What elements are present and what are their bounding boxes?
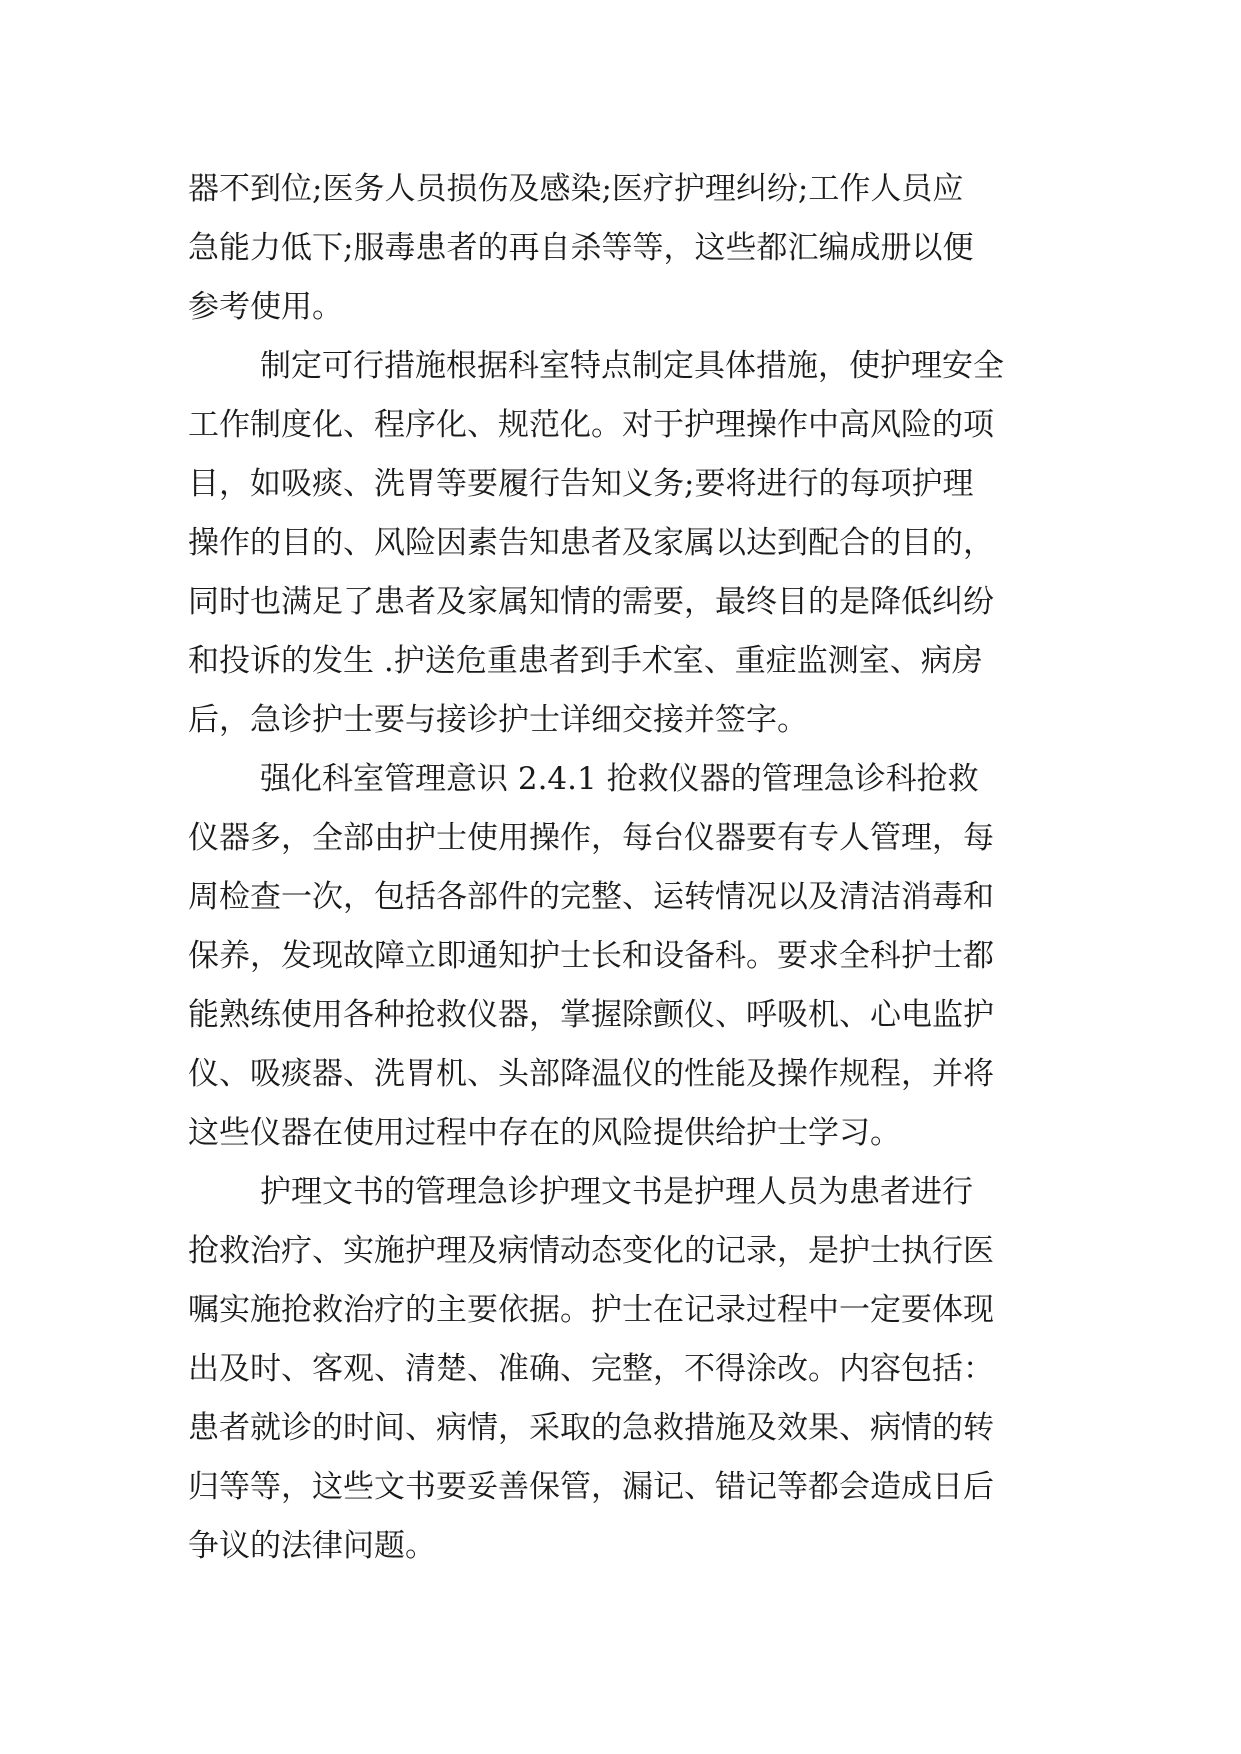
paragraph-3: [188, 750, 1068, 1163]
paragraph-4: [188, 1163, 1068, 1576]
text-line: 目，如吸痰、洗胃等要履行告知义务;要将进行的每项护理: [188, 466, 974, 502]
text-line: 制定可行措施根据科室特点制定具体措施，使护理安全: [260, 348, 1004, 384]
text-line: 操作的目的、风险因素告知患者及家属以达到配合的目的，: [188, 525, 994, 561]
text-line: 嘱实施抢救治疗的主要依据。护士在记录过程中一定要体现: [188, 1292, 994, 1328]
text-line: 仪、吸痰器、洗胃机、头部降温仪的性能及操作规程，并将: [188, 1056, 994, 1092]
text-line: 同时也满足了患者及家属知情的需要，最终目的是降低纠纷: [188, 584, 994, 620]
text-line: 和投诉的发生 .护送危重患者到手术室、重症监测室、病房: [188, 643, 983, 679]
text-line: 周检查一次，包括各部件的完整、运转情况以及清洁消毒和: [188, 879, 994, 915]
text-line: 仪器多，全部由护士使用操作，每台仪器要有专人管理，每: [188, 820, 994, 856]
paragraph-2: [188, 337, 1068, 750]
text-line: 这些仪器在使用过程中存在的风险提供给护士学习。: [188, 1115, 901, 1151]
text-line: 抢救治疗、实施护理及病情动态变化的记录，是护士执行医: [188, 1233, 994, 1269]
paragraph-1: [188, 160, 1068, 337]
text-line: 患者就诊的时间、病情，采取的急救措施及效果、病情的转: [188, 1410, 994, 1446]
text-line: 工作制度化、程序化、规范化。对于护理操作中高风险的项: [188, 407, 994, 443]
text-line: 器不到位;医务人员损伤及感染;医疗护理纠纷;工作人员应: [188, 171, 964, 207]
text-line: 出及时、客观、清楚、准确、完整，不得涂改。内容包括：: [188, 1351, 994, 1387]
text-line: 护理文书的管理急诊护理文书是护理人员为患者进行: [260, 1174, 973, 1210]
document-body: [188, 160, 1068, 1576]
text-line: 急能力低下;服毒患者的再自杀等等，这些都汇编成册以便: [188, 230, 974, 266]
text-line: 争议的法律问题。: [188, 1528, 436, 1564]
text-line: 归等等，这些文书要妥善保管，漏记、错记等都会造成日后: [188, 1469, 994, 1505]
text-line: 后，急诊护士要与接诊护士详细交接并签字。: [188, 702, 808, 738]
text-line: 参考使用。: [188, 289, 343, 325]
text-line: 强化科室管理意识 2.4.1 抢救仪器的管理急诊科抢救: [260, 761, 979, 797]
text-line: 能熟练使用各种抢救仪器，掌握除颤仪、呼吸机、心电监护: [188, 997, 994, 1033]
text-line: 保养，发现故障立即通知护士长和设备科。要求全科护士都: [188, 938, 994, 974]
